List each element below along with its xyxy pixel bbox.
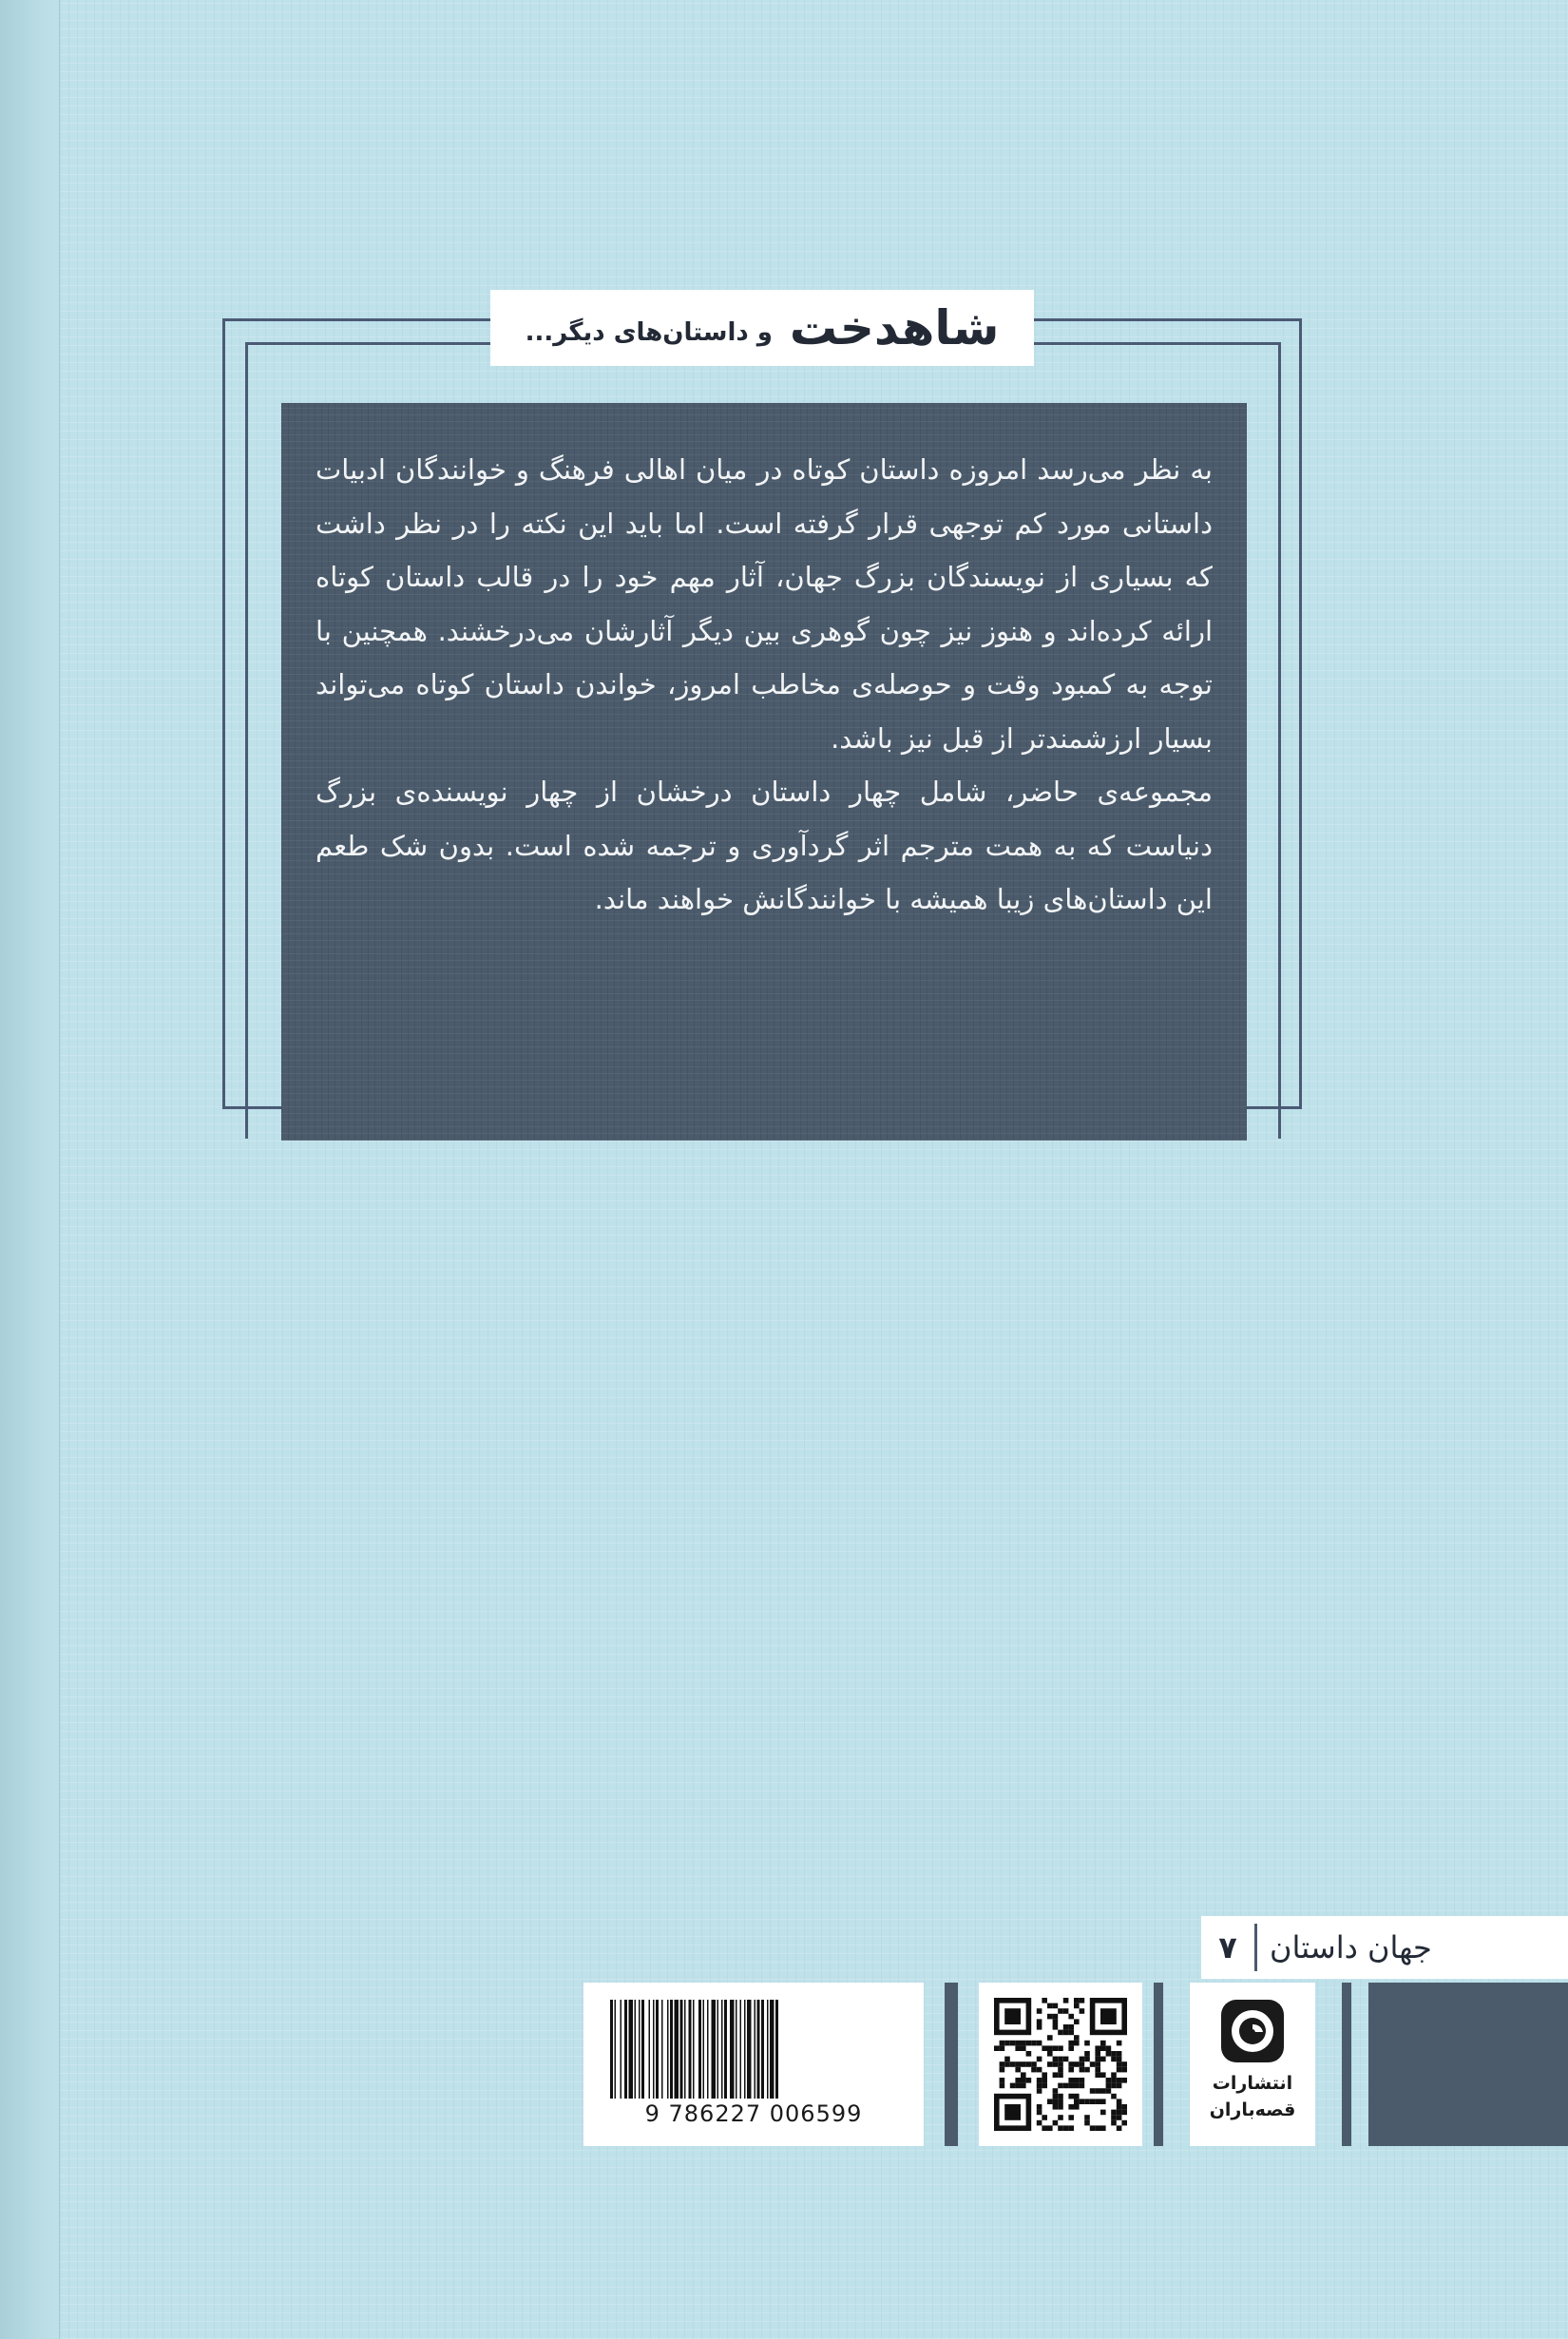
publisher-logo-icon	[1219, 1998, 1286, 2064]
strip-bar-mid-2	[945, 1983, 958, 2146]
book-subtitle: و داستان‌های دیگر...	[525, 318, 773, 347]
blurb-panel	[281, 403, 1247, 1141]
frame-line-right-outer	[1299, 318, 1302, 1109]
qr-code-icon	[979, 1983, 1142, 2146]
publisher-name-line-1: انتشارات	[1212, 2073, 1293, 2094]
barcode-bars	[610, 2000, 897, 2099]
strip-bar-mid-1	[1154, 1983, 1163, 2146]
publisher-name-line-2: قصه‌باران	[1209, 2099, 1296, 2120]
frame-line-bottom-right	[1247, 1106, 1302, 1109]
isbn-number: 9 786227 006599	[644, 2100, 863, 2127]
series-number: ۷	[1218, 1929, 1237, 1965]
spine-edge	[0, 0, 60, 2339]
frame-line-top-inner	[245, 342, 490, 345]
frame-line-left-inner	[245, 342, 248, 1139]
series-divider	[1254, 1924, 1257, 1971]
publisher-logo	[1190, 1983, 1315, 2146]
frame-line-top-inner-right	[1034, 342, 1279, 345]
blurb-paragraph-2: مجموعه‌ی حاضر، شامل چهار داستان درخشان از چهار نویسنده‌ی بزرگ دنیاست که به همت مترجم اثر گردآوری و ترجمه شده است. بدون شک طعم این داستان‌های زیبا همیشه با خوانندگانش خواهند ماند.	[316, 776, 1213, 915]
qr-code-icon	[979, 1983, 1142, 2146]
frame-line-left-outer	[222, 318, 225, 1109]
frame-line-right-inner	[1278, 342, 1281, 1139]
frame-line-top-outer	[222, 318, 490, 321]
strip-bar-right-thin	[1342, 1983, 1351, 2146]
frame-line-bottom-left	[222, 1106, 281, 1109]
barcode	[583, 1983, 924, 2146]
book-title: شاهدخت	[789, 300, 1000, 355]
series-label: جهان داستان	[1270, 1929, 1432, 1965]
strip-bar-right	[1368, 1983, 1568, 2146]
title-box	[490, 290, 1034, 366]
blurb-paragraph-1: به نظر می‌رسد امروزه داستان کوتاه در میان اهالی فرهنگ و خوانندگان ادبیات داستانی مورد کم توجهی قرار گرفته است. اما باید این نکته را در نظر داشت که بسیاری از نویسندگان بزرگ جهان، آثار مهم خود را در قالب داستان کوتاه ارائه کرده‌اند و هنوز نیز چون گوهری بین دیگر آثارشان می‌درخشند. همچنین با توجه به کمبود وقت و حوصله‌ی مخاطب امروز، خواندن داستان کوتاه می‌تواند بسیار ارزشمندتر از قبل نیز باشد.	[316, 453, 1213, 755]
frame-line-top-outer-right	[1034, 318, 1302, 321]
